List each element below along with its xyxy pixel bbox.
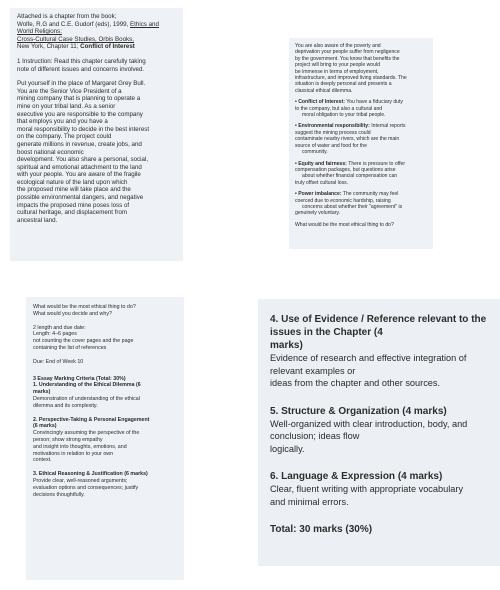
- bullet-text: There is pressure to offer: [346, 160, 406, 167]
- criterion: [33, 382, 177, 409]
- issue-bullet: [295, 161, 427, 187]
- context-line: project will bring to your people would: [295, 62, 380, 69]
- criterion: [33, 417, 177, 465]
- criterion-heading: 5. Structure & Organization (4 marks): [270, 405, 447, 417]
- total-marks: Total: 30 marks (30%): [270, 524, 373, 535]
- bullet-text: suggest the mining process could: [295, 129, 371, 136]
- bullet-label: • Environmental responsibility:: [295, 123, 370, 130]
- bullet-label: • Equity and fairness:: [295, 160, 347, 167]
- criterion-description: and insight into thoughts, emotions, and: [33, 443, 127, 450]
- context-line: You are also aware of the poverty and: [295, 43, 381, 49]
- issue-bullet: [295, 191, 427, 217]
- context-line: situation is deeply personal and presents a: [295, 81, 392, 88]
- question-line: What would be the most ethical thing to do?: [33, 304, 136, 310]
- criterion: [270, 470, 488, 508]
- criterion-description: Convincingly assuming the perspective of the: [33, 430, 140, 437]
- bullet-text: about whether financial compensation can: [302, 173, 398, 180]
- question-line: What would you decide and why?: [33, 310, 112, 317]
- bullet-text: genuinely voluntary.: [295, 210, 340, 217]
- criterion-description: motivations in relation to your own: [33, 450, 114, 457]
- context-line: infrastructure, and improved living standards. The: [295, 75, 407, 82]
- criteria-list: [33, 382, 177, 498]
- bullet-text: contaminate nearby rivers, which are the main: [295, 136, 400, 143]
- criterion-description: person; show strong empathy: [33, 436, 103, 443]
- criterion: [270, 405, 488, 456]
- marking-criteria-title: 3 Essay Marking Criteria (Total: 30%): [33, 375, 126, 382]
- intro-line: New York, Chapter 11; Conflict of Interest: [17, 43, 135, 51]
- due-date: Due: End of Week 10: [33, 358, 84, 365]
- dilemma-context-panel: [289, 38, 433, 249]
- instruction-line: note of different issues and concerns involved.: [17, 65, 145, 73]
- criterion-description: and minimal errors.: [270, 496, 349, 507]
- criterion-description: Demonstration of understanding of the ethical: [33, 395, 140, 402]
- scenario-line: possible environmental dangers, and negative: [17, 194, 144, 202]
- criterion: [270, 313, 488, 390]
- criterion-description: dilemma and its complexity.: [33, 402, 98, 409]
- intro-line: Wolfe, R.G and C.E. Gudorf (eds), 1999, Ethics and: [17, 20, 159, 28]
- criterion-description: Evidence of research and effective integration of: [270, 353, 467, 363]
- scenario-line: You are the Senior Vice President of a: [17, 87, 122, 95]
- criterion-description: Well-organized with clear introduction, body, and: [270, 418, 468, 429]
- intro-line: Cross-Cultural Case Studies, Orbis Books,: [17, 35, 134, 43]
- criterion-heading: marks): [270, 340, 303, 351]
- bullet-text: concerns about whether their "agreement" is: [302, 203, 403, 210]
- scenario-line: moral responsibility to decide in the best interest: [17, 125, 150, 133]
- scenario-text: [17, 80, 176, 224]
- criterion: [33, 471, 177, 498]
- criterion-description: evaluation options and consequences; justify: [33, 484, 139, 491]
- scenario-line: boost national economic: [17, 148, 84, 156]
- issue-bullets: [295, 94, 427, 217]
- scenario-line: ancestral land.: [17, 216, 58, 224]
- criterion-heading: 6. Language & Expression (4 marks): [270, 471, 443, 482]
- bullet-text: community.: [302, 149, 328, 156]
- bullet-text: The community may feel: [341, 191, 399, 198]
- chapter-title: Conflict of Interest: [80, 43, 135, 51]
- scenario-line: executive you are responsible to the company: [17, 110, 143, 118]
- scenario-line: with your people. You are aware of the fragile: [17, 171, 141, 179]
- bullet-text: coerced due to economic hardship, raising: [295, 197, 391, 204]
- bullet-label: • Power imbalance:: [295, 191, 342, 198]
- bullet-text: source of water and food for the: [295, 142, 367, 149]
- scenario-line: development. You also share a personal, social,: [17, 156, 149, 164]
- length-line: Length: 4–6 pages: [33, 331, 77, 338]
- length-line: 2 length and due date:: [33, 324, 86, 331]
- scenario-line: spiritual and emotional attachment to the land: [17, 163, 142, 171]
- context-line: by the government. You know that benefits the: [295, 55, 400, 62]
- bullet-label: • Conflict of Interest:: [295, 99, 345, 106]
- scenario-line: that employs you and you have a: [17, 118, 108, 126]
- issue-bullet: [295, 123, 427, 155]
- criterion-heading: 3. Ethical Reasoning & Justification (6 marks): [33, 471, 148, 478]
- context-line: deprivation your people suffer from negligence: [295, 49, 400, 56]
- intro-line: Attached is a chapter from the book;: [17, 13, 117, 20]
- bullet-text: to the company, but also a cultural and: [295, 105, 383, 112]
- scenario-line: mine on your tribal land. As a senior: [17, 102, 116, 110]
- ethical-question: What would be the most ethical thing to do?: [295, 221, 394, 228]
- criterion-description: logically.: [270, 443, 305, 454]
- criterion-description: context.: [33, 457, 52, 464]
- criterion-heading: 1. Understanding of the Ethical Dilemma (6: [33, 382, 141, 389]
- bullet-text: You have a fiduciary duty: [344, 99, 403, 106]
- scenario-line: generate millions in revenue, create jobs, and: [17, 140, 142, 148]
- criterion-heading: issues in the Chapter (4: [270, 327, 383, 338]
- scenario-line: on the company. The project could: [17, 133, 112, 141]
- criteria-list-continued: [270, 313, 488, 523]
- criteria-continued-panel: [258, 299, 500, 566]
- criterion-description: decisions thoughtfully.: [33, 491, 85, 498]
- criterion-description: conclusion; ideas flow: [270, 431, 360, 441]
- scenario-line: mining company that is planning to operate a: [17, 95, 141, 103]
- chapter-assignment-panel: [10, 8, 183, 261]
- bullet-text: Internal reports: [369, 123, 406, 130]
- bullet-text: compensation packages, but questions arise: [295, 166, 396, 173]
- criterion-heading: 2. Perspective-Taking & Personal Engagement: [33, 416, 150, 423]
- criterion-description: ideas from the chapter and other sources.: [270, 378, 441, 388]
- bullet-text: truly offset cultural loss.: [295, 179, 349, 186]
- criterion-heading: marks): [33, 389, 51, 396]
- scenario-line: cultural heritage, and displacement from: [17, 209, 128, 217]
- scenario-line: impacts the proposed mine poses loss of: [17, 201, 130, 209]
- issue-bullet: [295, 99, 427, 118]
- context-line: classical ethical dilemma.: [295, 87, 353, 94]
- context-intro: [295, 43, 427, 94]
- criterion-heading: (6 marks): [33, 423, 57, 430]
- criterion-description: relevant examples or: [270, 365, 356, 376]
- bullet-text: moral obligation to your tribal people.: [302, 112, 386, 119]
- scenario-line: Put yourself in the place of Margaret Grey Bull.: [17, 80, 146, 88]
- intro-line: World Religions:: [17, 28, 62, 36]
- criterion-description: Provide clear, well-reasoned arguments;: [33, 477, 128, 484]
- length-line: containing the list of references: [33, 344, 107, 351]
- scenario-line: the proposed mine will take place and the: [17, 186, 131, 194]
- criterion-heading: 4. Use of Evidence / Reference relevant to the: [270, 314, 487, 325]
- instruction-line: 1 Instruction: Read this chapter carefully taking: [17, 57, 146, 65]
- length-line: not counting the cover pages and the page: [33, 338, 134, 345]
- context-line: be immense in terms of employment,: [295, 68, 379, 75]
- scenario-line: ecological nature of the land upon which: [17, 178, 128, 186]
- essay-requirements-panel: [26, 297, 184, 580]
- criterion-description: Clear, fluent writing with appropriate vocabulary: [270, 484, 464, 494]
- book-title-link: Ethics and: [130, 20, 159, 28]
